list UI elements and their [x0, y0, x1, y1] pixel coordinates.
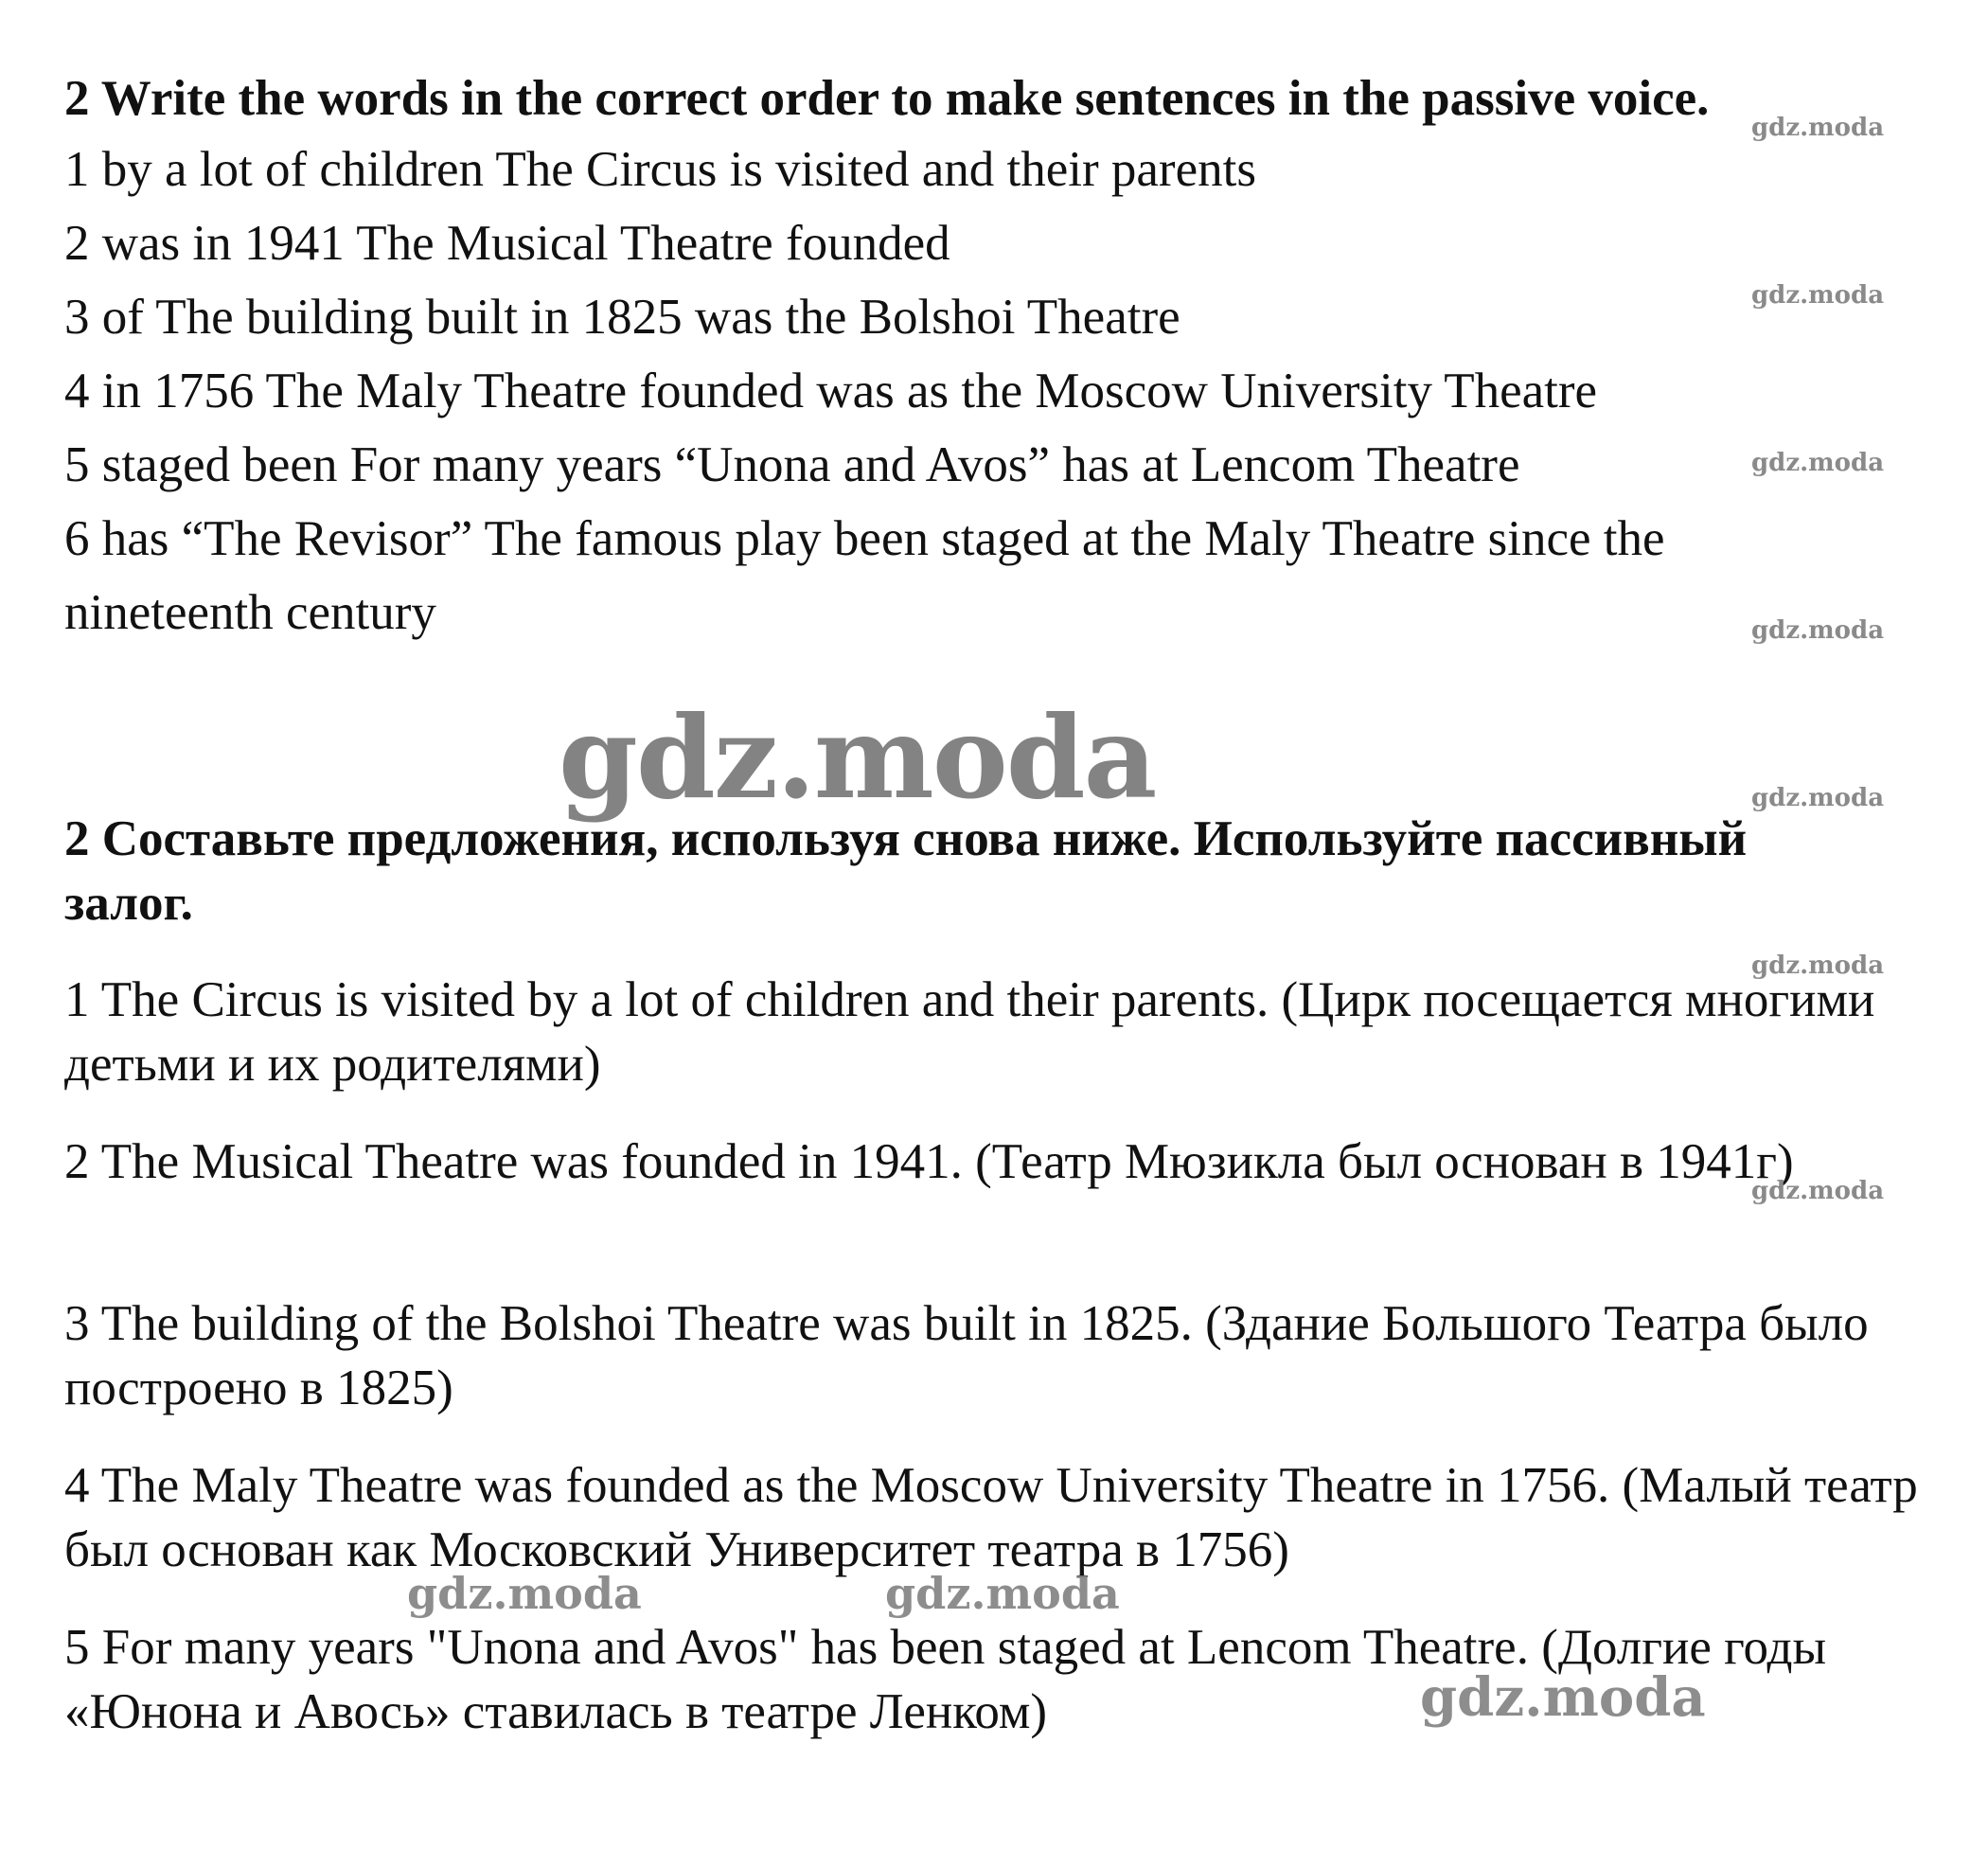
answer-3: 3 The building of the Bolshoi Theatre was built in 1825. (Здание Большого Театра было построено в 1825)	[64, 1296, 1869, 1415]
answer-2: 2 The Musical Theatre was founded in 1941. (Театр Мюзикла был основан в 1941г)	[64, 1134, 1794, 1189]
watermark-small: gdz.moda	[1751, 784, 1885, 812]
exercise-item-2: 2 was in 1941 The Musical Theatre founded	[64, 216, 950, 271]
exercise-item-5: 5 staged been For many years “Unona and Avos” has at Lencom Theatre	[64, 437, 1520, 492]
watermark-small: gdz.moda	[1751, 449, 1885, 477]
exercise-item-1: 1 by a lot of children The Circus is visited and their parents	[64, 142, 1256, 197]
exercise-heading: 2 Write the words in the correct order to make sentences in the passive voice.	[64, 71, 1710, 126]
exercise-item-6: 6 has “The Revisor” The famous play been staged at the Maly Theatre since the	[64, 511, 1665, 566]
exercise-item-4: 4 in 1756 The Maly Theatre founded was as the Moscow University Theatre	[64, 364, 1598, 418]
watermark-small: gdz.moda	[1751, 952, 1885, 980]
answer-4: 4 The Maly Theatre was founded as the Moscow University Theatre in 1756. (Малый театр был основан как Московский Университет театра в 1756)	[64, 1458, 1918, 1577]
watermark-small: gdz.moda	[1751, 1177, 1885, 1205]
exercise-item-6-continuation: nineteenth century	[64, 585, 436, 640]
watermark-small: gdz.moda	[1751, 616, 1885, 645]
translation-heading: 2 Составьте предложения, используя снова ниже. Используйте пассивный залог.	[64, 811, 1748, 931]
watermark-small: gdz.moda	[1751, 114, 1885, 142]
watermark-large: gdz.moda	[559, 691, 1156, 825]
watermark-medium: gdz.moda	[1420, 1666, 1706, 1729]
watermark-medium: gdz.moda	[885, 1568, 1120, 1619]
exercise-item-3: 3 of The building built in 1825 was the Bolshoi Theatre	[64, 290, 1180, 345]
answer-5: 5 For many years "Unona and Avos" has been staged at Lencom Theatre. (Долгие годы «Юнона и Авось» ставилась в театре Ленком)	[64, 1620, 1827, 1739]
answer-1: 1 The Circus is visited by a lot of children and their parents. (Цирк посещается многими детьми и их родителями)	[64, 972, 1875, 1092]
watermark-medium: gdz.moda	[407, 1568, 642, 1619]
watermark-small: gdz.moda	[1751, 281, 1885, 310]
